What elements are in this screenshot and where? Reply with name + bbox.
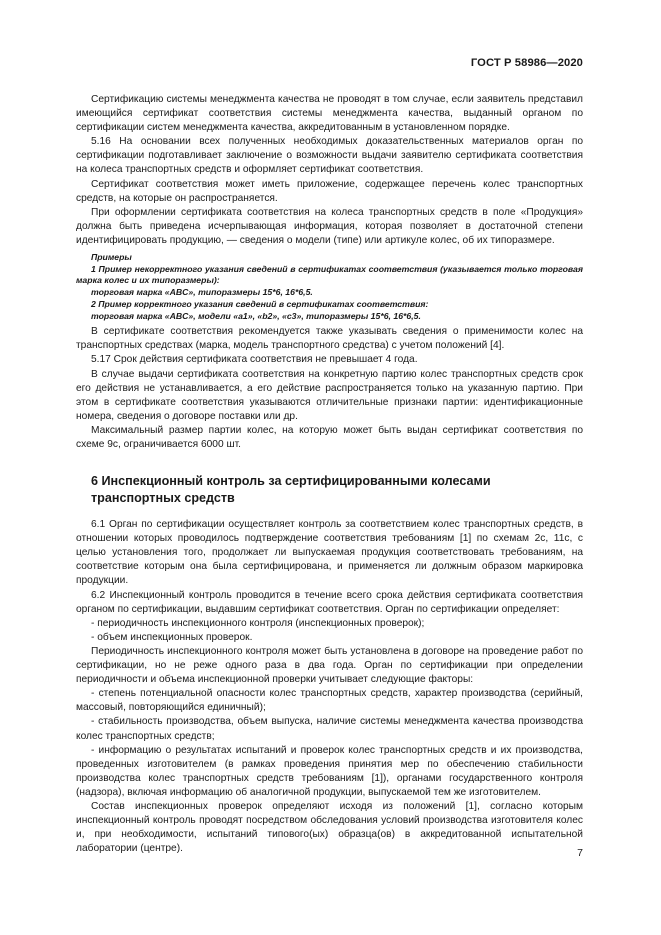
page-content — [76, 93, 583, 856]
paragraph: Периодичность инспекционного контроля может быть установлена в договоре на проведение работ по сертификации, но не реже одного раза в два года. Орган по сертификации при определении периодичности и объема инспекционной проверки учитывает следующие факторы: — [76, 645, 583, 686]
paragraph: Максимальный размер партии колес, на которую может быть выдан сертификат соответствия по схеме 9с, ограничивается 6000 шт. — [76, 424, 583, 450]
example-2-text: 2 Пример корректного указания сведений в сертификатах соответствия: — [91, 298, 429, 309]
list-item: - информацию о результатах испытаний и проверок колес транспортных средств и их производства, проведенных изготовителем (в рамках проведения принятия мер по обеспечению стабильности производства колес транспортных средств требованиям [1]), органами государственного контроля (надзора), включая информацию об аналогичной продукции, выпускаемой тем же изготовителем. — [76, 744, 583, 798]
paragraph: Сертификат соответствия может иметь приложение, содержащее перечень колес транспортных средств, на которые он распространяется. — [76, 178, 583, 204]
paragraph: 6.1 Орган по сертификации осуществляет контроль за соответствием колес транспортных средств, в отношении которых проводилось подтверждение соответствия требованиям [1] по схемам 2с, 11с, с целью установления того, продолжает ли выпускаемая продукция соответствовать требованиям, на соответствие которым она была сертифицирована, и применяется ли должным образом маркировка продукции. — [76, 519, 583, 587]
paragraph: В случае выдачи сертификата соответствия на конкретную партию колес транспортных средств срок его действия не устанавливается, а его действие распространяется только на указанную партию. При этом в сертификате соответствия указываются отличительные признаки партии: идентификационные номера, сведения о договоре поставки или др. — [76, 368, 583, 422]
paragraph: В сертификате соответствия рекомендуется также указывать сведения о применимости колес на транспортных средствах (марка, модель транспортного средства) с учетом положений [4]. — [76, 326, 583, 352]
list-item: - стабильность производства, объем выпуска, наличие системы менеджмента качества производства колес транспортных средств; — [76, 716, 583, 742]
example-1-text: 1 Пример некорректного указания сведений в сертификатах соответствия (указывается только торговая марка колес и их типоразмеры): — [76, 263, 583, 286]
examples-title: Примеры — [91, 252, 132, 263]
list-item: - степень потенциальной опасности колес транспортных средств, характер производства (серийный, массовый, повторяющийся единичный); — [76, 688, 583, 714]
paragraph: 5.17 Срок действия сертификата соответствия не превышает 4 года. — [91, 354, 418, 366]
section-heading: 6 Инспекционный контроль за сертифицированными колесами транспортных средств — [91, 474, 491, 505]
document-header: ГОСТ Р 58986—2020 — [470, 57, 583, 69]
examples-block — [76, 252, 583, 322]
paragraph: Сертификацию системы менеджмента качества не проводят в том случае, если заявитель представил имеющийся сертификат соответствия системы менеджмента качества, выданный органом по сертификации систем менеджмента качества, аккредитованным в установленном порядке. — [76, 94, 583, 134]
page-number: 7 — [577, 847, 583, 859]
list-item: - объем инспекционных проверок. — [91, 631, 253, 643]
paragraph: При оформлении сертификата соответствия на колеса транспортных средств в поле «Продукция» должна быть приведена исчерпывающая информация, которая позволяет в достаточной степени идентифицировать продукцию, — сведения о модели (типе) или артикуле колес, об их типоразмере. — [76, 206, 583, 246]
example-1-value: торговая марка «ABC», типоразмеры 15*6, 16*6,5. — [91, 287, 313, 298]
paragraph: Состав инспекционных проверок определяют исходя из положений [1], согласно которым инспекционный контроль проводят посредством обследования условий производства изготовителя колес и, при необходимости, испытаний типового(ых) образца(ов) в аккредитованной испытательной лаборатории (центре). — [76, 800, 583, 855]
list-item: - периодичность инспекционного контроля (инспекционных проверок); — [91, 617, 425, 629]
paragraph: 5.16 На основании всех полученных необходимых доказательственных материалов орган по сертификации подготавливает заключение о возможности выдачи заявителю сертификата соответствия на колеса транспортных средств и оформляет сертификат соответствия. — [76, 136, 583, 176]
paragraph: 6.2 Инспекционный контроль проводится в течение всего срока действия сертификата соответствия органом по сертификации, выдавшим сертификат соответствия. Орган по сертификации определяет: — [76, 589, 583, 615]
example-2-value: торговая марка «ABC», модели «a1», «b2», «c3», типоразмеры 15*6, 16*6,5. — [91, 310, 421, 321]
